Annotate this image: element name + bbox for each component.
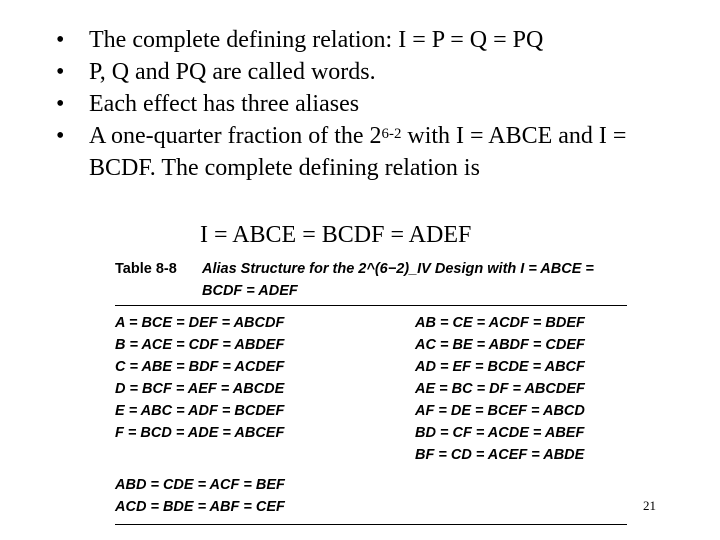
bullet-text: The complete defining relation: I = P = Q = PQ [89,27,544,53]
table-caption-line1: Alias Structure for the 2^(6−2)_IV Design with I = ABCE = [202,261,594,277]
left-column [115,312,415,466]
table-caption [202,258,594,302]
bullet-text-suffix: with I = ABCE and I = BCDF. The complete defining relation is [89,123,627,181]
alias-row: AB = CE = ACDF = BDEF [415,315,585,331]
alias-row: AF = DE = BCEF = ABCD [415,403,585,419]
alias-row: ABD = CDE = ACF = BEF [115,477,285,493]
alias-table [115,258,627,525]
alias-row: ACD = BDE = ABF = CEF [115,499,285,515]
extra-aliases [115,474,627,518]
bullet-icon: • [56,91,65,117]
bullet-icon: • [56,27,65,53]
alias-row: BF = CD = ACEF = ABDE [415,447,585,463]
table-number: Table 8-8 [115,261,177,277]
table-columns [115,312,627,466]
bullet-item [56,56,696,88]
table-caption-line2: BCDF = ADEF [202,283,298,299]
right-column [415,312,627,466]
table-rule [115,305,627,306]
defining-relation: I = ABCE = BCDF = ADEF [200,222,472,248]
alias-row: A = BCE = DEF = ABCDF [115,315,285,331]
bullet-item [56,24,696,56]
alias-row: C = ABE = BDF = ACDEF [115,359,285,375]
page-number: 21 [643,498,656,513]
exponent: 6-2 [381,126,402,142]
alias-row: B = ACE = CDF = ABDEF [115,337,285,353]
table-header [115,258,627,302]
alias-row: AE = BC = DF = ABCDEF [415,381,585,397]
bullet-item [56,120,696,184]
bullet-list [56,24,696,184]
alias-row: F = BCD = ADE = ABCEF [115,425,285,441]
alias-row: AD = EF = BCDE = ABCF [415,359,585,375]
bullet-text-prefix: A one-quarter fraction of the 2 [89,123,382,149]
alias-row: AC = BE = ABDF = CDEF [415,337,585,353]
alias-row: E = ABC = ADF = BCDEF [115,403,285,419]
bullet-text: Each effect has three aliases [89,91,360,117]
bullet-icon: • [56,59,65,85]
alias-row: BD = CF = ACDE = ABEF [415,425,585,441]
bullet-text: P, Q and PQ are called words. [89,59,376,85]
bullet-icon: • [56,123,65,149]
alias-row: D = BCF = AEF = ABCDE [115,381,285,397]
table-bottom-rule [115,524,627,525]
bullet-item [56,88,696,120]
